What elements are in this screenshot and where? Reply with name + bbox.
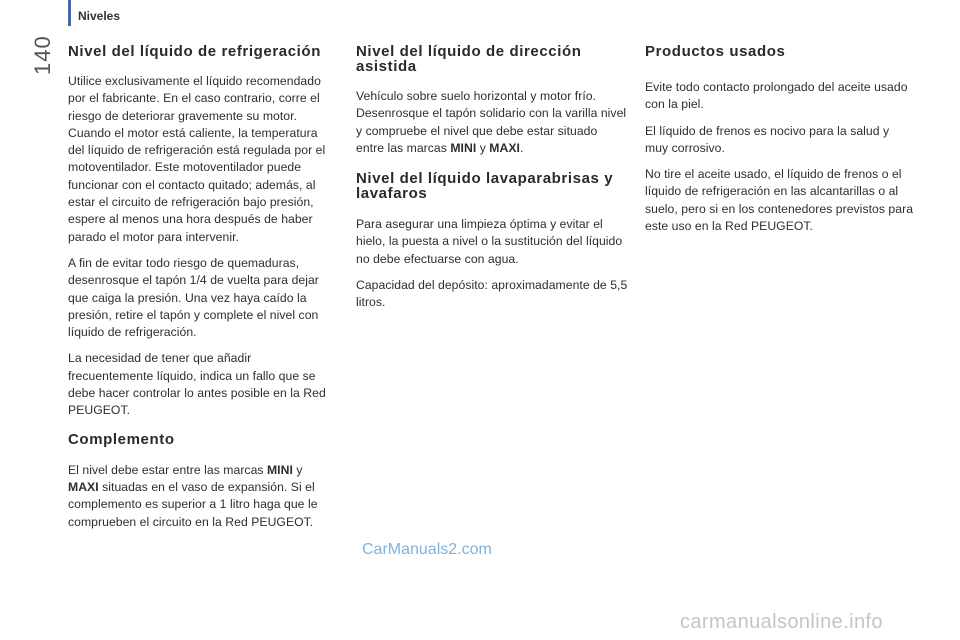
- steering-and: y: [476, 140, 490, 155]
- complement-paragraph: [68, 462, 336, 531]
- section-marker-bar: [68, 0, 71, 26]
- coolant-title: Nivel del líquido de refrigeración: [68, 43, 321, 60]
- steering-text-1: Vehículo sobre suelo horizontal y motor frío. Desenrosque el tapón solidario con la varilla nivel y compruebe el nivel que debe estar situado entre las marcas: [356, 89, 627, 155]
- mini-mark: MINI: [266, 462, 293, 477]
- column-steering: [356, 44, 628, 312]
- washer-title: Nivel del líquido lavaparabrisas y lavafaros: [356, 170, 614, 203]
- complement-text-1: El nivel debe estar entre las marcas: [68, 462, 267, 477]
- complement-text-2: situadas en el vaso de expansión. Si el complemento es superior a 1 litro haga que le comprueben el circuito en la Red PEUGEOT.: [68, 479, 318, 529]
- page-number: 140: [30, 35, 55, 75]
- column-used-products: [645, 44, 915, 235]
- watermark-carmanualsonline: carmanualsonline.info: [680, 611, 883, 633]
- steering-text-2: .: [519, 140, 524, 155]
- washer-paragraph-2: Capacidad del depósito: aproximadamente de 5,5 litros.: [356, 278, 628, 310]
- coolant-paragraph-1: Utilice exclusivamente el líquido recomendado por el fabricante. En el caso contrario, corre el riesgo de deteriorar gravemente su motor. Cuando el motor está caliente, la temperatura del líquido de refrigeración está regulada por el motoventilador. Este motoventilador puede funcionar con el contacto quitado; además, al estar el circuito de refrigeración bajo presión, espere al menos una hora después de haber parado el motor para intervenir.: [68, 74, 326, 244]
- complement-and: y: [292, 462, 303, 477]
- coolant-paragraph-3: La necesidad de tener que añadir frecuentemente líquido, indica un fallo que se debe hacer controlar lo antes posible en la Red PEUGEOT.: [68, 351, 326, 418]
- used-products-paragraph-2: El líquido de frenos es nocivo para la salud y muy corrosivo.: [645, 123, 890, 155]
- steering-maxi-mark: MAXI: [489, 140, 520, 155]
- coolant-paragraph-2: A fin de evitar todo riesgo de quemaduras, desenrosque el tapón 1/4 de vuelta para dejar que caiga la presión. Una vez haya caído la presión, retire el tapón y complete el nivel con líquido de refrigeración.: [68, 255, 319, 340]
- column-coolant: [68, 44, 336, 531]
- used-products-title: Productos usados: [645, 43, 786, 60]
- section-label: Niveles: [78, 9, 121, 23]
- used-products-paragraph-1: Evite todo contacto prolongado del aceite usado con la piel.: [645, 80, 908, 112]
- used-products-paragraph-3: No tire el aceite usado, el líquido de frenos o el líquido de refrigeración en las alcantarillas o al suelo, pero si en los contenedores previstos para este uso en la Red PEUGEOT.: [645, 167, 914, 234]
- steering-mini-mark: MINI: [450, 140, 477, 155]
- maxi-mark: MAXI: [68, 479, 99, 494]
- steering-title: Nivel del líquido de dirección asistida: [356, 43, 582, 75]
- steering-paragraph: [356, 88, 628, 157]
- complement-title: Complemento: [68, 430, 175, 448]
- washer-paragraph-1: Para asegurar una limpieza óptima y evitar el hielo, la puesta a nivel o la sustitución del líquido no debe efectuarse con agua.: [356, 217, 623, 266]
- watermark-carmanuals2: CarManuals2.com: [362, 541, 492, 558]
